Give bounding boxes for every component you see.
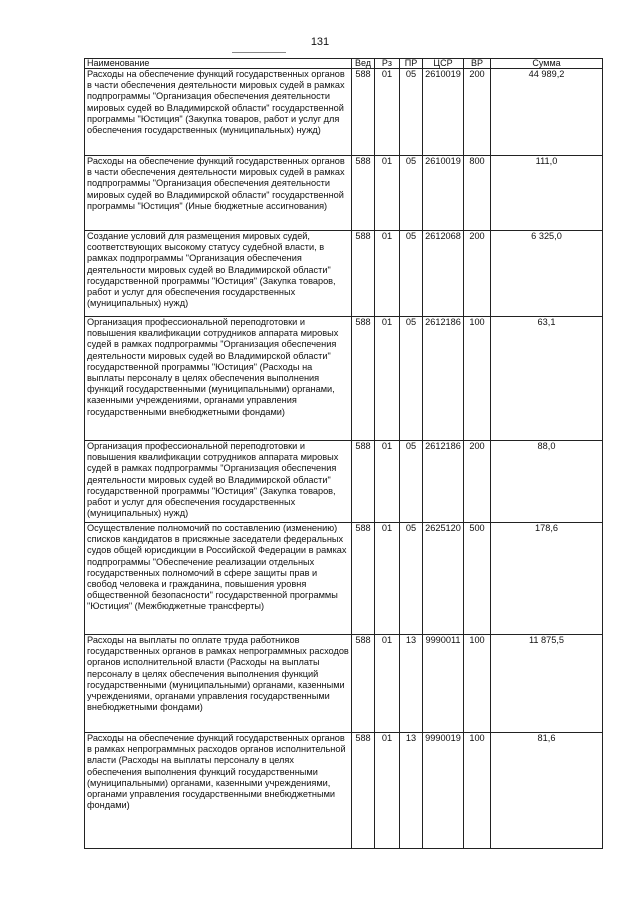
row-sum: 44 989,2 xyxy=(491,69,603,156)
row-rz: 01 xyxy=(375,156,400,231)
row-sum: 63,1 xyxy=(491,317,603,441)
table-row xyxy=(85,635,603,733)
row-pr: 13 xyxy=(400,635,423,733)
row-csr: 2610019 xyxy=(423,69,464,156)
row-vr: 200 xyxy=(464,441,491,523)
divider-mark xyxy=(232,52,286,53)
column-header-csr: ЦСР xyxy=(423,59,464,69)
row-ved: 588 xyxy=(352,317,375,441)
row-rz: 01 xyxy=(375,441,400,523)
row-name: Расходы на выплаты по оплате труда работников государственных органов в рамках непрограммных расходов органов исполнительной власти (Расходы на выплаты персоналу в целях обеспечения выполнения функций государственными (муниципальными) органами, казенными учреждениями, органами управления государственными внебюджетными фондами) xyxy=(85,635,352,733)
column-header-vr: ВР xyxy=(464,59,491,69)
row-sum: 11 875,5 xyxy=(491,635,603,733)
row-csr: 2612186 xyxy=(423,317,464,441)
table-row xyxy=(85,69,603,156)
column-header-pr: ПР xyxy=(400,59,423,69)
table-header-row xyxy=(85,59,603,69)
column-header-rz: Рз xyxy=(375,59,400,69)
row-name: Организация профессиональной переподготовки и повышения квалификации сотрудников аппарата мировых судей в рамках подпрограммы "Организация обеспечения деятельности мировых судей во Владимирской области" государственной программы "Юстиция" (Закупка товаров, работ и услуг для обеспечения государственных (муниципальных) нужд) xyxy=(85,441,352,523)
page-number: 131 xyxy=(310,36,330,48)
row-csr: 2612068 xyxy=(423,231,464,317)
column-header-sum: Сумма xyxy=(491,59,603,69)
row-csr: 2610019 xyxy=(423,156,464,231)
row-csr: 9990011 xyxy=(423,635,464,733)
row-rz: 01 xyxy=(375,635,400,733)
budget-table xyxy=(84,58,603,849)
row-vr: 500 xyxy=(464,523,491,635)
row-ved: 588 xyxy=(352,523,375,635)
table-row xyxy=(85,231,603,317)
row-csr: 2612186 xyxy=(423,441,464,523)
row-vr: 100 xyxy=(464,635,491,733)
table-row xyxy=(85,441,603,523)
row-pr: 05 xyxy=(400,156,423,231)
table-row xyxy=(85,733,603,849)
column-header-name: Наименование xyxy=(85,59,352,69)
row-rz: 01 xyxy=(375,523,400,635)
table-row xyxy=(85,317,603,441)
row-rz: 01 xyxy=(375,69,400,156)
row-sum: 88,0 xyxy=(491,441,603,523)
row-rz: 01 xyxy=(375,733,400,849)
row-ved: 588 xyxy=(352,733,375,849)
row-vr: 100 xyxy=(464,317,491,441)
row-sum: 6 325,0 xyxy=(491,231,603,317)
row-pr: 05 xyxy=(400,441,423,523)
row-name: Расходы на обеспечение функций государственных органов в части обеспечения деятельности мировых судей в рамках подпрограммы "Организация обеспечения деятельности мировых судей во Владимирской области" государственной программы "Юстиция" (Иные бюджетные ассигнования) xyxy=(85,156,352,231)
row-rz: 01 xyxy=(375,317,400,441)
row-csr: 2625120 xyxy=(423,523,464,635)
row-ved: 588 xyxy=(352,441,375,523)
row-pr: 05 xyxy=(400,69,423,156)
row-pr: 05 xyxy=(400,317,423,441)
row-csr: 9990019 xyxy=(423,733,464,849)
row-ved: 588 xyxy=(352,635,375,733)
row-sum: 111,0 xyxy=(491,156,603,231)
table-row xyxy=(85,523,603,635)
row-sum: 178,6 xyxy=(491,523,603,635)
row-vr: 800 xyxy=(464,156,491,231)
row-pr: 05 xyxy=(400,231,423,317)
row-vr: 200 xyxy=(464,69,491,156)
column-header-ved: Вед xyxy=(352,59,375,69)
row-name: Расходы на обеспечение функций государственных органов в рамках непрограммных расходов органов исполнительной власти (Расходы на выплаты персоналу в целях обеспечения выполнения функций государственными (муниципальными) органами, казенными учреждениями, органами управления государственными внебюджетными фондами) xyxy=(85,733,352,849)
table-row xyxy=(85,156,603,231)
row-sum: 81,6 xyxy=(491,733,603,849)
row-pr: 13 xyxy=(400,733,423,849)
row-name: Организация профессиональной переподготовки и повышения квалификации сотрудников аппарата мировых судей в рамках подпрограммы "Организация обеспечения деятельности мировых судей во Владимирской области" государственной программы "Юстиция" (Расходы на выплаты персоналу в целях обеспечения выполнения функций государственными (муниципальными) органами, казенными учреждениями, органами управления государственными внебюджетными фондами) xyxy=(85,317,352,441)
row-rz: 01 xyxy=(375,231,400,317)
row-pr: 05 xyxy=(400,523,423,635)
row-ved: 588 xyxy=(352,69,375,156)
row-name: Расходы на обеспечение функций государственных органов в части обеспечения деятельности мировых судей в рамках подпрограммы "Организация обеспечения деятельности мировых судей во Владимирской области" государственной программы "Юстиция" (Закупка товаров, работ и услуг для обеспечения государственных (муниципальных) нужд) xyxy=(85,69,352,156)
row-ved: 588 xyxy=(352,231,375,317)
row-vr: 200 xyxy=(464,231,491,317)
row-name: Создание условий для размещения мировых судей, соответствующих высокому статусу судебной власти, в рамках подпрограммы "Организация обеспечения деятельности мировых судей во Владимирской области" государственной программы "Юстиция" (Закупка товаров, работ и услуг для обеспечения государственных (муниципальных) нужд) xyxy=(85,231,352,317)
row-ved: 588 xyxy=(352,156,375,231)
row-vr: 100 xyxy=(464,733,491,849)
row-name: Осуществление полномочий по составлению (изменению) списков кандидатов в присяжные заседатели федеральных судов общей юрисдикции в Российской Федерации в рамках подпрограммы "Обеспечение реализации отдельных государственных полномочий в сфере защиты прав и свобод человека и гражданина, повышения уровня общественной безопасности" государственной программы "Юстиция" (Межбюджетные трансферты) xyxy=(85,523,352,635)
